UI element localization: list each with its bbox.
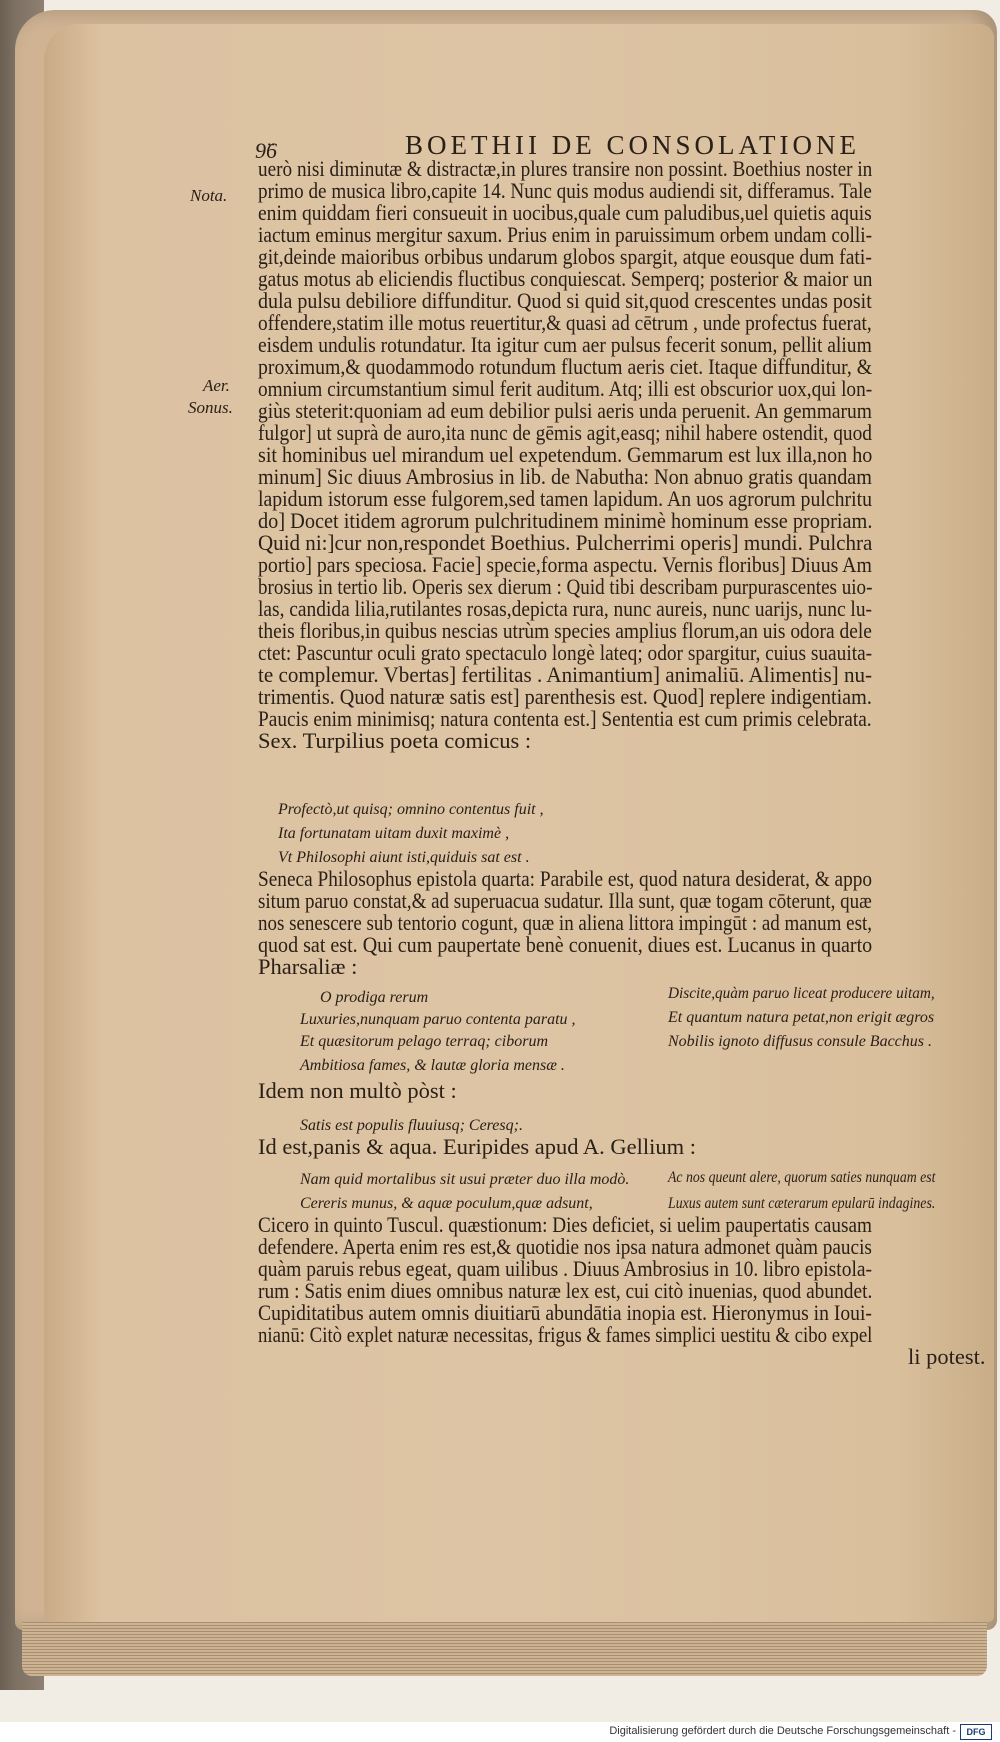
funding-credit: Digitalisierung gefördert durch die Deutsche Forschungsgemeinschaft - [609, 1725, 956, 1737]
verse-line: Ita fortunatam uitam duxit maximè , [278, 825, 510, 842]
dfg-logo: DFG [960, 1724, 992, 1740]
text-line: fulgor] ut suprà de auro,ita nunc de gēmis agit,easq; nihil habere ostendit, quod [258, 420, 872, 445]
text-line: portio] pars speciosa. Facie] specie,forma aspectu. Vernis floribus] Diuus Am [258, 552, 872, 577]
text-line: primo de musica libro,capite 14. Nunc quis modus audiendi sit, differamus. Tale [258, 178, 872, 203]
page-edges [22, 1622, 987, 1676]
text-line: Quid ni:]cur non,respondet Boethius. Pulcherrimi operis] mundi. Pulchra [258, 530, 873, 555]
verse-line: Profectò,ut quisq; omnino contentus fuit , [278, 801, 544, 818]
verse-line: Discite,quàm paruo liceat producere uitam, [668, 985, 935, 1002]
verse-line: Et quæsitorum pelago terraq; ciborum [300, 1033, 548, 1050]
verse-line: Ac nos queunt alere, quorum saties nunquam est [668, 1169, 936, 1186]
text-line: omnium circumstantium simul ferit auditum. Atq; illi est obscurior uox,qui lon- [258, 376, 873, 401]
text-line: Paucis enim minimisq; natura contenta est.] Sententia est cum primis celebrata. [258, 706, 872, 731]
verse-line: Satis est populis fluuiusq; Ceresq;. [300, 1117, 523, 1134]
text-line: defendere. Aperta enim res est,& quotidie nos ipsa natura admonet quàm paucis [258, 1234, 872, 1259]
text-line: li potest. [908, 1344, 986, 1369]
verse-line: Luxuries,nunquam paruo contenta paratu , [300, 1011, 576, 1028]
text-line: quàm paruis rebus egeat, quam uilibus . Diuus Ambrosius in 10. libro epistola- [258, 1256, 873, 1281]
verse-line: Nobilis ignoto diffusus consule Bacchus . [668, 1033, 932, 1050]
text-line: do] Docet itidem agrorum pulchritudinem minimè hominum esse propriam. [258, 508, 873, 533]
text-line: proximum,& quodammodo rotundum fluctum aeris ciet. Itaque diffunditur, & [258, 354, 873, 379]
text-line: sit hominibus uel mirandum uel expetendum. Gemmarum est lux illa,non ho [258, 442, 873, 467]
text-line: te complemur. Vbertas] fertilitas . Animantium] animaliū. Alimentis] nu- [258, 662, 873, 687]
verse-line: Ambitiosa fames, & lautæ gloria mensæ . [300, 1057, 565, 1074]
text-line: situm paruo constat,& ad superuacua sudatur. Illa sunt, quæ togam cōterunt, quæ [258, 888, 872, 913]
text-line: Sex. Turpilius poeta comicus : [258, 728, 532, 753]
verse-line: Cereris munus, & aquæ poculum,quæ adsunt, [300, 1195, 593, 1212]
text-line: iactum eminus mergitur saxum. Prius enim in paruissimum orbem undam colli- [258, 222, 873, 247]
folio-number: 9̈6 [255, 138, 277, 163]
text-line: Id est,panis & aqua. Euripides apud A. Gellium : [258, 1134, 697, 1159]
text-line: las, candida lilia,rutilantes rosas,depicta rura, nunc aureis, nunc uarijs, nunc lu- [258, 596, 873, 621]
text-line: brosius in tertio lib. Operis sex dierum : Quid tibi describam purpurascentes uio- [258, 574, 873, 599]
text-line: git,deinde maioribus orbibus undarum globos spargit, atque eousque dum fati- [258, 244, 872, 269]
text-line: Idem non multò pòst : [258, 1078, 457, 1103]
text-line: rum : Satis enim diues omnibus naturæ lex est, cui citò inuenias, quod abundet. [258, 1278, 873, 1303]
verse-line: O prodiga rerum [320, 989, 429, 1006]
text-line: ctet: Pascuntur oculi grato spectaculo longè lateq; odor spargitur, cuius suauita- [258, 640, 873, 665]
text-line: Pharsaliæ : [258, 954, 358, 979]
verse-line: Vt Philosophi aiunt isti,quiduis sat est . [278, 849, 530, 866]
text-line: dula pulsu debiliore diffunditur. Quod si quid sit,quod crescentes undas posit [258, 288, 872, 313]
text-line: Cicero in quinto Tuscul. quæstionum: Dies deficiet, si uelim paupertatis causam [258, 1212, 872, 1237]
margin-note: Nota. [190, 186, 228, 205]
text-line: lapidum istorum esse fulgorem,sed tamen lapidum. An uos agrorum pulchritu [258, 486, 873, 511]
text-line: trimentis. Quod naturæ satis est] parenthesis est. Quod] replere indigentiam. [258, 684, 872, 709]
text-line: enim quiddam fieri consueuit in uocibus,quale cum paludibus,uel quietis aquis [258, 200, 872, 225]
text-line: theis floribus,in quibus nescias utrùm species amplius florum,an uis odora dele [258, 618, 872, 643]
text-line: Cupiditatibus autem omnis diuitiarū abundātia inopia est. Hieronymus in Ioui- [258, 1300, 872, 1325]
text-line: Seneca Philosophus epistola quarta: Parabile est, quod natura desiderat, & appo [258, 866, 873, 891]
text-line: giùs steterit:quoniam ad eum debilior pulsi aeris unda peruenit. An gemmarum [258, 398, 872, 423]
running-head: BOETHII DE CONSOLATIONE [405, 130, 860, 160]
margin-note: Aer. [203, 376, 230, 395]
text-line: nos senescere sub tentorio cogunt, quæ in aliena littora impingūt : ad manum est, [258, 910, 872, 935]
margin-note: Sonus. [188, 398, 233, 417]
text-line: quod sat est. Qui cum paupertate benè conuenit, diues est. Lucanus in quarto [258, 932, 873, 957]
text-line: offendere,statim ille motus reuertitur,& quasi ad cētrum , unde profectus fuerat, [258, 310, 872, 335]
text-line: uerò nisi diminutæ & distractæ,in plures transire non possint. Boethius noster in [258, 156, 873, 181]
text-line: minum] Sic diuus Ambrosius in lib. de Nabutha: Non abnuo gratis quandam [258, 464, 872, 489]
verse-line: Luxus autem sunt cæterarum epularū indagines. [668, 1195, 936, 1212]
verse-line: Et quantum natura petat,non erigit ægros [668, 1009, 935, 1026]
verse-line: Nam quid mortalibus sit usui præter duo illa modò. [300, 1171, 630, 1188]
text-line: gatus motus ab eliciendis fluctibus conquiescat. Semperq; posterior & maior un [258, 266, 873, 291]
text-line: eisdem undulis rotundatur. Ita igitur cum aer pulsus fecerit sonum, pellit alium [258, 332, 872, 357]
text-line: nianū: Citò explet naturæ necessitas, frigus & fames simplici uestitu & cibo expel [258, 1322, 873, 1347]
